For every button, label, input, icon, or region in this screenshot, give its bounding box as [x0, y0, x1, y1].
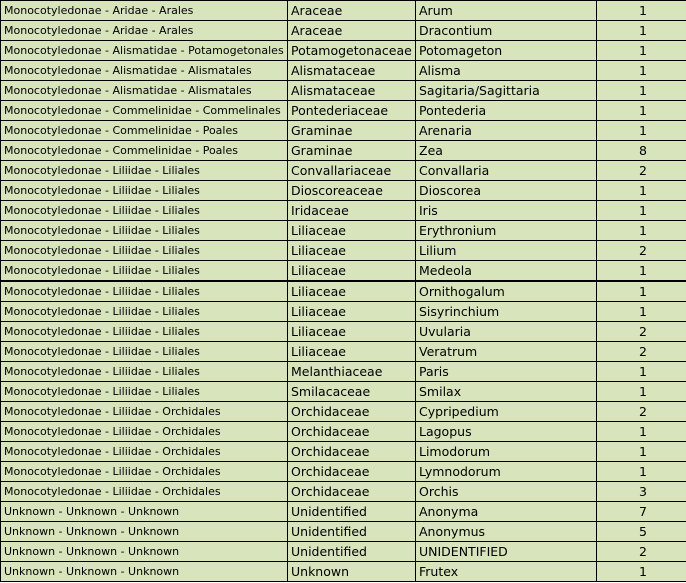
cell-order[interactable]: Monocotyledonae - Liliidae - Liliales	[1, 281, 288, 302]
cell-count[interactable]: 1	[597, 101, 686, 121]
table-row[interactable]	[1, 21, 686, 41]
cell-family[interactable]: Orchidaceae	[288, 402, 416, 422]
cell-order[interactable]: Monocotyledonae - Liliidae - Liliales	[1, 322, 288, 342]
cell-order[interactable]: Monocotyledonae - Liliidae - Liliales	[1, 302, 288, 322]
cell-genus[interactable]: Lilium	[416, 241, 597, 261]
table-row[interactable]	[1, 502, 686, 522]
cell-family[interactable]: Liliaceae	[288, 302, 416, 322]
cell-genus[interactable]: Iris	[416, 201, 597, 221]
cell-order[interactable]: Monocotyledonae - Liliidae - Orchidales	[1, 422, 288, 442]
cell-family[interactable]: Liliaceae	[288, 281, 416, 302]
cell-count[interactable]: 2	[597, 161, 686, 181]
table-row[interactable]	[1, 562, 686, 582]
cell-family[interactable]: Liliaceae	[288, 322, 416, 342]
cell-family[interactable]: Unknown	[288, 562, 416, 582]
table-row[interactable]	[1, 542, 686, 562]
table-row[interactable]	[1, 342, 686, 362]
cell-family[interactable]: Orchidaceae	[288, 442, 416, 462]
cell-genus[interactable]: Dracontium	[416, 21, 597, 41]
cell-family[interactable]: Pontederiaceae	[288, 101, 416, 121]
cell-count[interactable]: 1	[597, 41, 686, 61]
table-body	[1, 1, 686, 582]
cell-genus[interactable]: Arum	[416, 1, 597, 21]
cell-family[interactable]: Araceae	[288, 1, 416, 21]
cell-family[interactable]: Liliaceae	[288, 342, 416, 362]
cell-family[interactable]: Potamogetonaceae	[288, 41, 416, 61]
cell-genus[interactable]: Frutex	[416, 562, 597, 582]
cell-family[interactable]: Orchidaceae	[288, 422, 416, 442]
cell-order[interactable]: Monocotyledonae - Liliidae - Orchidales	[1, 482, 288, 502]
cell-genus[interactable]: Cypripedium	[416, 402, 597, 422]
cell-count[interactable]: 1	[597, 121, 686, 141]
cell-order[interactable]: Monocotyledonae - Liliidae - Liliales	[1, 382, 288, 402]
cell-genus[interactable]: Anonymus	[416, 522, 597, 542]
cell-genus[interactable]: UNIDENTIFIED	[416, 542, 597, 562]
table-row[interactable]	[1, 422, 686, 442]
table-row[interactable]	[1, 101, 686, 121]
cell-genus[interactable]: Pontederia	[416, 101, 597, 121]
cell-count[interactable]: 1	[597, 201, 686, 221]
table-row[interactable]	[1, 201, 686, 221]
cell-family[interactable]: Smilacaceae	[288, 382, 416, 402]
cell-family[interactable]: Iridaceae	[288, 201, 416, 221]
cell-order[interactable]: Monocotyledonae - Liliidae - Orchidales	[1, 462, 288, 482]
table-row[interactable]	[1, 1, 686, 21]
table-row[interactable]	[1, 322, 686, 342]
cell-count[interactable]: 2	[597, 241, 686, 261]
cell-genus[interactable]: Orchis	[416, 482, 597, 502]
cell-count[interactable]: 2	[597, 542, 686, 562]
table-row[interactable]	[1, 41, 686, 61]
cell-genus[interactable]: Lagopus	[416, 422, 597, 442]
cell-order[interactable]: Monocotyledonae - Commelinidae - Commelinales	[1, 101, 288, 121]
cell-count[interactable]: 1	[597, 61, 686, 81]
table-row[interactable]	[1, 181, 686, 201]
cell-family[interactable]: Liliaceae	[288, 241, 416, 261]
cell-count[interactable]: 1	[597, 21, 686, 41]
cell-order[interactable]: Unknown - Unknown - Unknown	[1, 542, 288, 562]
cell-family[interactable]: Unidentified	[288, 542, 416, 562]
cell-genus[interactable]: Erythronium	[416, 221, 597, 241]
cell-genus[interactable]: Alisma	[416, 61, 597, 81]
cell-family[interactable]: Convallariaceae	[288, 161, 416, 181]
cell-order[interactable]: Monocotyledonae - Alismatidae - Alismatales	[1, 61, 288, 81]
cell-order[interactable]: Monocotyledonae - Aridae - Arales	[1, 21, 288, 41]
cell-family[interactable]: Orchidaceae	[288, 462, 416, 482]
cell-genus[interactable]: Uvularia	[416, 322, 597, 342]
cell-count[interactable]: 5	[597, 522, 686, 542]
table-row[interactable]	[1, 302, 686, 322]
cell-count[interactable]: 1	[597, 462, 686, 482]
table-row[interactable]	[1, 261, 686, 282]
table-row[interactable]	[1, 141, 686, 161]
cell-order[interactable]: Unknown - Unknown - Unknown	[1, 502, 288, 522]
cell-family[interactable]: Unidentified	[288, 502, 416, 522]
cell-order[interactable]: Unknown - Unknown - Unknown	[1, 522, 288, 542]
cell-genus[interactable]: Lymnodorum	[416, 462, 597, 482]
table-row[interactable]	[1, 402, 686, 422]
cell-family[interactable]: Melanthiaceae	[288, 362, 416, 382]
cell-genus[interactable]: Ornithogalum	[416, 281, 597, 302]
cell-order[interactable]: Monocotyledonae - Commelinidae - Poales	[1, 141, 288, 161]
cell-order[interactable]: Monocotyledonae - Commelinidae - Poales	[1, 121, 288, 141]
cell-family[interactable]: Liliaceae	[288, 261, 416, 282]
cell-genus[interactable]: Sagitaria/Sagittaria	[416, 81, 597, 101]
table-row[interactable]	[1, 161, 686, 181]
cell-genus[interactable]: Potomageton	[416, 41, 597, 61]
table-row[interactable]	[1, 522, 686, 542]
cell-count[interactable]: 2	[597, 342, 686, 362]
cell-order[interactable]: Monocotyledonae - Liliidae - Liliales	[1, 181, 288, 201]
cell-count[interactable]: 1	[597, 181, 686, 201]
cell-order[interactable]: Monocotyledonae - Liliidae - Liliales	[1, 201, 288, 221]
cell-genus[interactable]: Medeola	[416, 261, 597, 282]
table-row[interactable]	[1, 482, 686, 502]
cell-count[interactable]: 8	[597, 141, 686, 161]
cell-family[interactable]: Orchidaceae	[288, 482, 416, 502]
cell-family[interactable]: Alismataceae	[288, 81, 416, 101]
cell-genus[interactable]: Limodorum	[416, 442, 597, 462]
cell-order[interactable]: Monocotyledonae - Liliidae - Liliales	[1, 241, 288, 261]
cell-genus[interactable]: Dioscorea	[416, 181, 597, 201]
cell-genus[interactable]: Veratrum	[416, 342, 597, 362]
cell-family[interactable]: Graminae	[288, 141, 416, 161]
cell-order[interactable]: Monocotyledonae - Liliidae - Liliales	[1, 362, 288, 382]
cell-order[interactable]: Monocotyledonae - Alismatidae - Potamogetonales	[1, 41, 288, 61]
cell-count[interactable]: 3	[597, 482, 686, 502]
cell-order[interactable]: Monocotyledonae - Liliidae - Liliales	[1, 161, 288, 181]
cell-count[interactable]: 1	[597, 302, 686, 322]
cell-family[interactable]: Dioscoreaceae	[288, 181, 416, 201]
cell-order[interactable]: Monocotyledonae - Liliidae - Liliales	[1, 221, 288, 241]
cell-count[interactable]: 1	[597, 362, 686, 382]
table-row[interactable]	[1, 362, 686, 382]
table-row[interactable]	[1, 121, 686, 141]
cell-genus[interactable]: Convallaria	[416, 161, 597, 181]
table-row[interactable]	[1, 442, 686, 462]
cell-count[interactable]: 1	[597, 281, 686, 302]
cell-genus[interactable]: Paris	[416, 362, 597, 382]
cell-genus[interactable]: Zea	[416, 141, 597, 161]
cell-order[interactable]: Monocotyledonae - Aridae - Arales	[1, 1, 288, 21]
table-row[interactable]	[1, 81, 686, 101]
cell-family[interactable]: Unidentified	[288, 522, 416, 542]
cell-order[interactable]: Unknown - Unknown - Unknown	[1, 562, 288, 582]
table-row[interactable]	[1, 241, 686, 261]
cell-count[interactable]: 2	[597, 402, 686, 422]
cell-count[interactable]: 1	[597, 81, 686, 101]
cell-count[interactable]: 2	[597, 322, 686, 342]
cell-count[interactable]: 1	[597, 382, 686, 402]
cell-genus[interactable]: Sisyrinchium	[416, 302, 597, 322]
cell-count[interactable]: 1	[597, 422, 686, 442]
cell-family[interactable]: Alismataceae	[288, 61, 416, 81]
cell-order[interactable]: Monocotyledonae - Liliidae - Liliales	[1, 261, 288, 282]
cell-family[interactable]: Graminae	[288, 121, 416, 141]
cell-count[interactable]: 1	[597, 261, 686, 282]
table-row[interactable]	[1, 382, 686, 402]
cell-family[interactable]: Liliaceae	[288, 221, 416, 241]
cell-genus[interactable]: Anonyma	[416, 502, 597, 522]
cell-count[interactable]: 7	[597, 502, 686, 522]
cell-genus[interactable]: Smilax	[416, 382, 597, 402]
cell-count[interactable]: 1	[597, 442, 686, 462]
cell-family[interactable]: Araceae	[288, 21, 416, 41]
cell-order[interactable]: Monocotyledonae - Liliidae - Orchidales	[1, 402, 288, 422]
table-row[interactable]	[1, 281, 686, 302]
cell-order[interactable]: Monocotyledonae - Liliidae - Liliales	[1, 342, 288, 362]
cell-count[interactable]: 1	[597, 562, 686, 582]
cell-count[interactable]: 1	[597, 1, 686, 21]
cell-count[interactable]: 1	[597, 221, 686, 241]
cell-order[interactable]: Monocotyledonae - Liliidae - Orchidales	[1, 442, 288, 462]
cell-order[interactable]: Monocotyledonae - Alismatidae - Alismatales	[1, 81, 288, 101]
cell-genus[interactable]: Arenaria	[416, 121, 597, 141]
table-row[interactable]	[1, 61, 686, 81]
table-row[interactable]	[1, 462, 686, 482]
table-row[interactable]	[1, 221, 686, 241]
